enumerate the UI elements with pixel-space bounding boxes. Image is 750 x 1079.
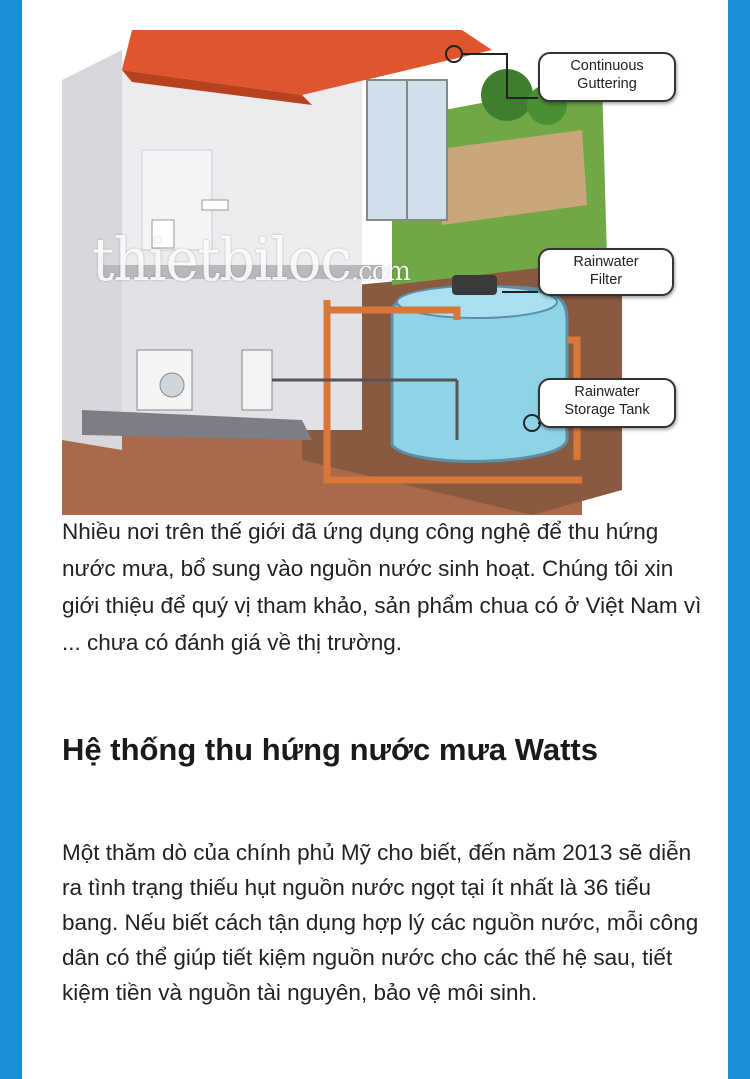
intro-paragraph: Nhiều nơi trên thế giới đã ứng dụng công nghệ để thu hứng nước mưa, bổ sung vào nguồn nước sinh hoạt. Chúng tôi xin giới thiệu để quý vị tham khảo, sản phẩm chua có ở Việt Nam vì ... chưa có đánh giá về thị trường. [62,519,702,655]
watermark [92,226,410,294]
callout-continuous-guttering [538,52,676,102]
tank-lid [452,275,497,295]
callout-line: Guttering [577,76,637,92]
section-heading: Hệ thống thu hứng nước mưa Watts [62,732,598,767]
callout-line: Rainwater [574,384,640,400]
callout-line: Continuous [570,58,644,74]
watermark-suffix: .com [350,255,411,288]
callout-line: Storage Tank [564,402,650,418]
callout-rainwater-filter [538,248,674,296]
callout-rainwater-storage-tank [538,378,676,428]
callout-line: Filter [589,272,623,288]
body-paragraph: Một thăm dò của chính phủ Mỹ cho biết, đến năm 2013 sẽ diễn ra tình trạng thiếu hụt nguồn nước ngọt tại ít nhất là 36 tiểu bang. Nếu biết cách tận dụng hợp lý các nguồn nước, mỗi công dân có thể giúp tiết kiệm nguồn nước cho các thế hệ sau, tiết kiệm tiền và nguồn tài nguyên, bảo vệ môi sinh. [62,840,699,1005]
washbasin [202,200,228,210]
watermark-main: thietbiloc [92,226,351,295]
callout-line: Rainwater [573,254,639,270]
pump-unit [242,350,272,410]
article-page [22,0,728,1079]
